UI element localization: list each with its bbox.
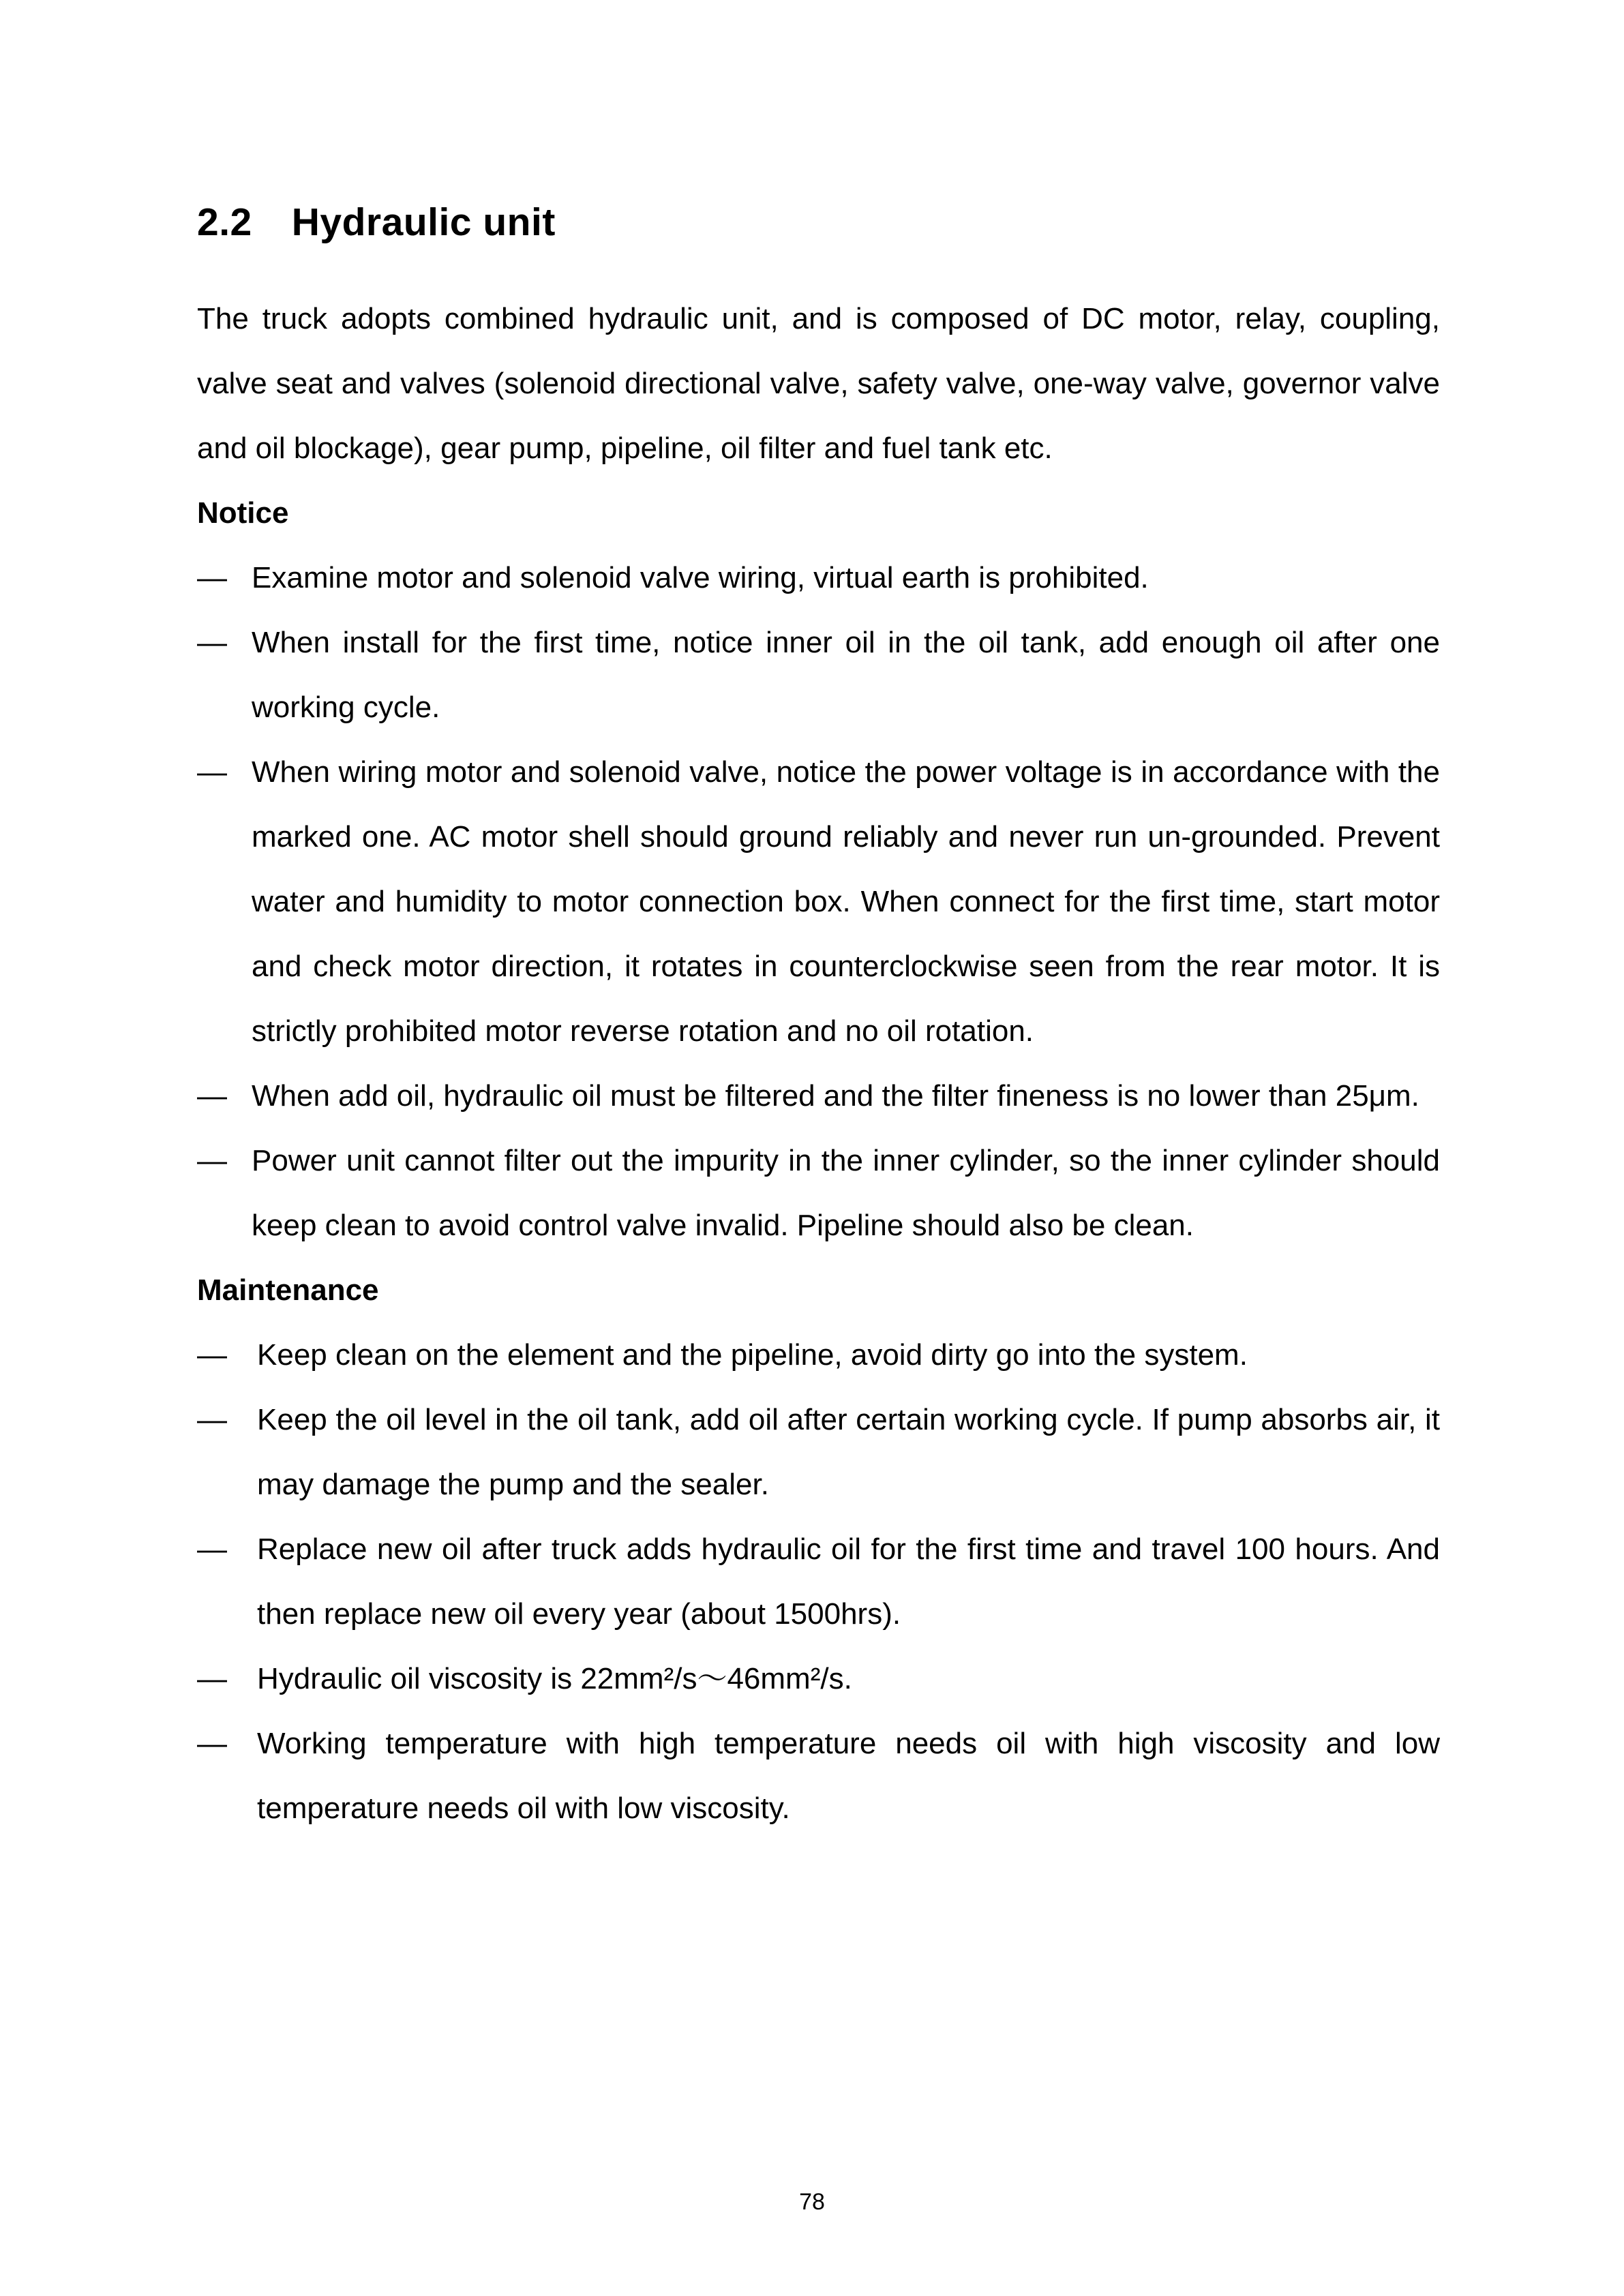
list-item-text: When install for the first time, notice inner oil in the oil tank, add enough oil after one working cycle. xyxy=(252,626,1440,724)
list-item xyxy=(197,1517,1440,1646)
list-item xyxy=(197,1646,1440,1711)
section-number: 2.2 xyxy=(197,200,252,244)
maintenance-heading: Maintenance xyxy=(197,1273,379,1307)
list-marker: — xyxy=(197,1079,227,1113)
list-marker: — xyxy=(197,1532,227,1566)
list-marker: — xyxy=(197,1403,227,1436)
notice-heading: Notice xyxy=(197,496,289,530)
list-item-text: Working temperature with high temperature needs oil with high viscosity and low temperature needs oil with low viscosity. xyxy=(257,1727,1440,1825)
list-item xyxy=(197,1387,1440,1517)
section-title-text: Hydraulic unit xyxy=(291,200,556,244)
list-marker: — xyxy=(197,561,227,594)
list-item-text: Keep the oil level in the oil tank, add oil after certain working cycle. If pump absorbs air, it may damage the pump and the sealer. xyxy=(257,1403,1440,1501)
list-item xyxy=(197,610,1440,740)
list-item xyxy=(197,1323,1440,1387)
list-item xyxy=(197,1711,1440,1841)
list-item-text: Keep clean on the element and the pipeline, avoid dirty go into the system. xyxy=(257,1338,1248,1372)
list-item-text: When wiring motor and solenoid valve, notice the power voltage is in accordance with the marked one. AC motor shell should ground reliably and never run un-grounded. Prevent water and humidity to motor connection box. When connect for the first time, start motor and check motor direction, it rotates in counterclockwise seen from the rear motor. It is strictly prohibited motor reverse rotation and no oil rotation. xyxy=(252,755,1440,1048)
list-marker: — xyxy=(197,626,227,659)
list-item-text: Power unit cannot filter out the impurity in the inner cylinder, so the inner cylinder should keep clean to avoid control valve invalid. Pipeline should also be clean. xyxy=(252,1144,1440,1242)
list-marker: — xyxy=(197,1727,227,1760)
list-item-text: When add oil, hydraulic oil must be filtered and the filter fineness is no lower than 25μm. xyxy=(252,1079,1419,1113)
list-item xyxy=(197,740,1440,1063)
list-marker: — xyxy=(197,755,227,789)
list-item-text: Hydraulic oil viscosity is 22mm²/s～46mm²/s. xyxy=(257,1662,852,1695)
list-marker: — xyxy=(197,1144,227,1177)
section-title xyxy=(197,198,1440,247)
list-item-text: Examine motor and solenoid valve wiring, virtual earth is prohibited. xyxy=(252,561,1149,594)
document-content xyxy=(197,198,1440,1841)
intro-paragraph: The truck adopts combined hydraulic unit, and is composed of DC motor, relay, coupling, valve seat and valves (solenoid directional valve, safety valve, one-way valve, governor valve and oil blockage), gear pump, pipeline, oil filter and fuel tank etc. xyxy=(197,302,1440,465)
list-item-text: Replace new oil after truck adds hydraulic oil for the first time and travel 100 hours. And then replace new oil every year (about 1500hrs). xyxy=(257,1532,1440,1631)
list-item xyxy=(197,545,1440,610)
list-item xyxy=(197,1063,1440,1128)
list-marker: — xyxy=(197,1662,227,1695)
list-item xyxy=(197,1128,1440,1258)
list-marker: — xyxy=(197,1338,227,1372)
page-number: 78 xyxy=(799,2189,825,2215)
